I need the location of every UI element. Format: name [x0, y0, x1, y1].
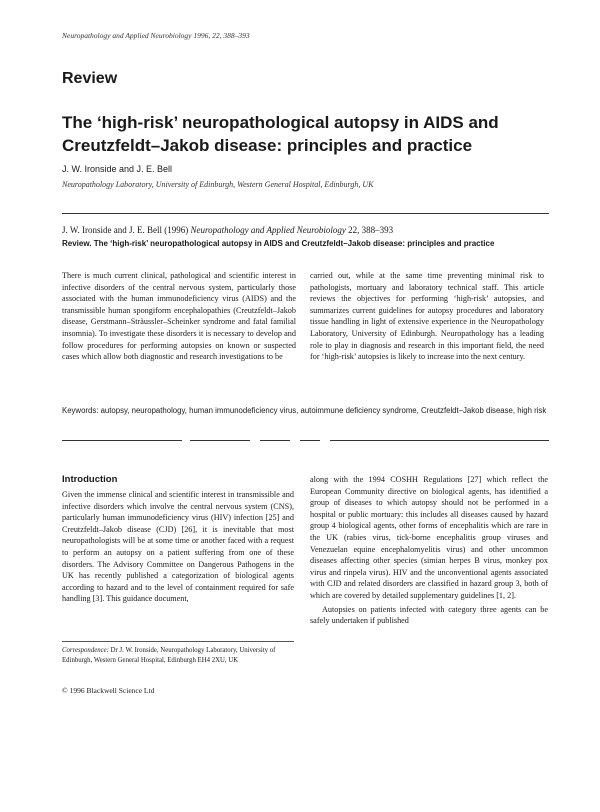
- citation: [62, 225, 549, 235]
- footnote-divider: [62, 641, 294, 642]
- divider-top: [62, 213, 549, 214]
- divider-segment: [190, 440, 250, 441]
- correspondence-label: Correspondence:: [62, 647, 109, 654]
- journal-running-header: Neuropathology and Applied Neurobiology 1996, 22, 388–393: [62, 31, 250, 40]
- divider-segment: [62, 440, 182, 441]
- article-title: The ‘high-risk’ neuropathological autopsy in AIDS and Creutzfeldt–Jakob disease: principles and practice: [62, 113, 499, 155]
- affiliation: Neuropathology Laboratory, University of Edinburgh, Western General Hospital, Edinburgh, UK: [62, 180, 374, 189]
- copyright: © 1996 Blackwell Science Ltd: [62, 686, 155, 695]
- abstract-column-2: carried out, while at the same time preventing minimal risk to pathologists, mortuary and laboratory technical staff. This article reviews the objectives for performing ‘high-risk’ autopsies, and summarizes current guidelines for autopsy procedures and laboratory tissue handling in light of extensive experience in the Neuropathology Laboratory, University of Edinburgh. Neuropathology has a leading role to play in diagnosis and research in this important field, the need for ‘high-risk’ autopsies is likely to increase into the next century.: [310, 271, 544, 362]
- divider-segment: [300, 440, 320, 441]
- divider-segment: [330, 440, 549, 441]
- summary-heading: Review. The ‘high-risk’ neuropathological autopsy in AIDS and Creutzfeldt–Jakob disease: principles and practice: [62, 239, 495, 248]
- keywords: Keywords: autopsy, neuropathology, human immunodeficiency virus, autoimmune deficiency syndrome, Creutzfeldt–Jakob disease, high risk: [62, 406, 547, 415]
- paragraph: along with the 1994 COSHH Regulations [27] which reflect the European Community directive on biological agents, has identified a group of diseases to which autopsy should not be performed in a hospital or public mortuary: this includes all diseases caused by hazard group 4 biological agents, other forms of encephalitis which are rare in the UK (rabies virus, tick-borne encephalitis group viruses and Venezuelan equine encephalomyelitis virus) and other uncommon diseases affecting other species (simian herpes B virus, monkey pox virus and rinpela virus). HIV and the unconventional agents associated with CJD and related disorders are classified in hazard group 3, both of which are covered by detailed supplementary guidelines [1, 2].: [310, 475, 548, 600]
- introduction-column-2: [310, 474, 548, 627]
- citation-volume-pages: 22, 388–393: [345, 225, 394, 235]
- paragraph: Autopsies on patients infected with category three agents can be safely undertaken if published: [310, 604, 548, 626]
- divider-segment: [260, 440, 290, 441]
- abstract-column-1: There is much current clinical, pathological and scientific interest in infective disorders of the central nervous system, particularly those associated with the human immunodeficiency virus (AIDS) and the transmissible human spongiform encephalopathies (Creutzfeldt–Jakob disease, Gerstmann–Sträussler–Scheinker syndrome and fatal familial insomnia). To investigate these disorders it is necessary to develop and follow procedures for performing autopsies on known or suspected cases which allow both diagnostic and research investigations to be: [62, 271, 296, 362]
- citation-journal: Neuropathology and Applied Neurobiology: [190, 225, 346, 235]
- introduction-heading: Introduction: [62, 474, 118, 485]
- correspondence-text: Dr J. W. Ironside, Neuropathology Laboratory, University of Edinburgh, Western General Hospital, Edinburgh EH4 2XU, UK: [62, 647, 276, 664]
- authors: J. W. Ironside and J. E. Bell: [62, 164, 173, 174]
- correspondence: [62, 646, 294, 666]
- citation-authors: J. W. Ironside and J. E. Bell (1996): [62, 225, 191, 235]
- introduction-column-1: Given the immense clinical and scientific interest in transmissible and infective disorders which involve the central nervous system (CNS), particularly human immunodeficiency virus (HIV) infection [25] and Creutzfeldt–Jakob disease (CJD) [26], it is inevitable that most neuropathologists will be at some time or another faced with a request to perform an autopsy on a patient suffering from one of these disorders. The Advisory Committee on Dangerous Pathogens in the UK has recently published a categorization of biological agents according to hazard and to the level of containment required for safe handling [3]. This guidance document,: [62, 490, 294, 604]
- section-label: Review: [62, 70, 118, 87]
